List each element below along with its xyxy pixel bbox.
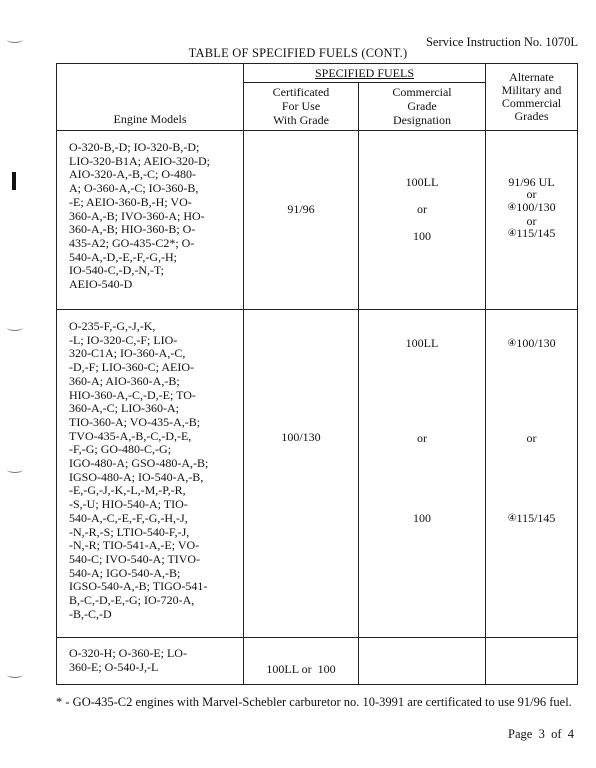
table-row: [57, 131, 578, 310]
engine-models-cell: O-320-B,-D; IO-320-B,-D; LIO-320-B1A; AEIO-320-D; AIO-320-A,-B,-C; O-480- A; O-360-A,-C; IO-360-B, -E; AEIO-360-B,-H; VO- 360-A,-B; IVO-360-A; HO- 360-A,-B; HIO-360-B; O- 435-A2; GO-435-C2*; O- 540-A,-D,-E,-F,-G,-H; IO-540-C,-D,-N,-T; AEIO-540-D: [57, 131, 244, 310]
margin-mark: [7, 36, 23, 43]
commercial-grade-cell: [359, 638, 486, 685]
circled-4-icon: ④: [507, 338, 517, 349]
table-title: TABLE OF SPECIFIED FUELS (CONT.): [188, 46, 408, 60]
alternate-grades-header: Alternate Military and Commercial Grades: [486, 64, 578, 131]
table-row: [57, 638, 578, 685]
commercial-grade-cell: 100LL or 100: [359, 131, 486, 310]
change-bar: [12, 172, 16, 190]
margin-mark: [7, 466, 23, 473]
margin-mark: [7, 324, 23, 331]
footnote: * - GO-435-C2 engines with Marvel-Schebler carburetor no. 10-3991 are certificated to use 91/96 fuel.: [56, 695, 572, 709]
alternate-grades-cell: 91/96 UL or ④100/130 or ④115/145: [486, 131, 578, 310]
certified-grade-cell: 100/130: [244, 310, 359, 638]
certified-grade-cell: 91/96: [244, 131, 359, 310]
engine-models-cell: O-320-H; O-360-E; LO- 360-E; O-540-J,-L: [57, 638, 244, 685]
engine-models-header: Engine Models: [57, 64, 244, 131]
circled-4-icon: ④: [507, 228, 517, 239]
alternate-grades-cell: ④100/130 or ④115/145: [486, 310, 578, 638]
margin-mark: [7, 671, 23, 678]
service-instruction-number: Service Instruction No. 1070L: [425, 35, 578, 49]
certified-grade-cell: 100LL or 100: [244, 638, 359, 685]
page-number: Page 3 of 4: [508, 727, 574, 741]
engine-models-cell: O-235-F,-G,-J,-K, -L; IO-320-C,-F; LIO- 320-C1A; IO-360-A,-C, -D,-F; LIO-360-C; AEIO- 360-A; AIO-360-A,-B; HIO-360-A,-C,-D,-E; TO- 360-A,-C; LIO-360-A; TIO-360-A; VO-435-A,-B; TVO-435-A,-B,-C,-D,-E, -F,-G; GO-480-C,-G; IGO-480-A; GSO-480-A,-B; IGSO-480-A; IO-540-A,-B, -E,-G,-J,-K,-L,-M,-P,-R, -S,-U; HIO-540-A; TIO- 540-A,-C,-E,-F,-G,-H,-J, -N,-R,-S; LTIO-540-F,-J, -N,-R; TIO-541-A,-E; VO- 540-C; IVO-540-A; TIVO- 540-A; IGO-540-A,-B; IGSO-540-A,-B; TIGO-541- B,-C,-D,-E,-G; IO-720-A, -B,-C,-D: [57, 310, 244, 638]
circled-4-icon: ④: [507, 202, 517, 213]
alternate-grades-cell: [486, 638, 578, 685]
commercial-grade-cell: 100LL or 100: [359, 310, 486, 638]
specified-fuels-table: [56, 63, 578, 685]
certified-grade-header: Certificated For Use With Grade: [244, 83, 359, 131]
specified-fuels-header: SPECIFIED FUELS: [244, 64, 486, 83]
circled-4-icon: ④: [507, 513, 517, 524]
commercial-designation-header: Commercial Grade Designation: [359, 83, 486, 131]
table-row: [57, 310, 578, 638]
